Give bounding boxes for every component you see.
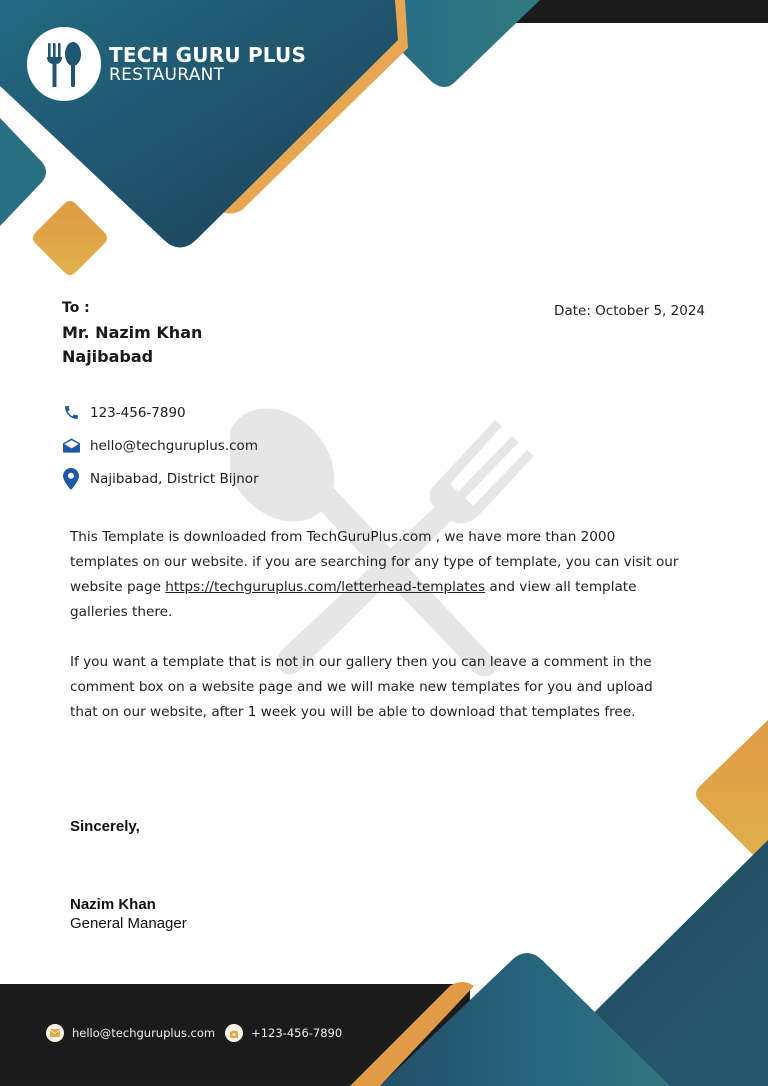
letter-body <box>70 525 680 750</box>
footer-phone-icon <box>225 1024 243 1042</box>
footer-email <box>46 1024 215 1042</box>
contact-email-text: hello@techguruplus.com <box>90 437 258 454</box>
brand-logo <box>27 27 306 101</box>
brand-name: TECH GURU PLUS <box>109 42 307 67</box>
recipient-name: Mr. Nazim Khan <box>62 323 203 342</box>
brand-subtitle: RESTAURANT <box>109 64 225 85</box>
location-pin-icon <box>62 469 80 489</box>
recipient-block <box>62 300 202 366</box>
signer-title: General Manager <box>70 915 187 932</box>
contact-phone <box>62 396 259 429</box>
email-icon <box>62 436 80 456</box>
closing-salutation: Sincerely, <box>70 818 140 835</box>
footer-phone-text: +123-456-7890 <box>251 1026 343 1040</box>
letterhead-templates-link[interactable]: https://techguruplus.com/letterhead-templates <box>165 579 486 595</box>
footer-email-text: hello@techguruplus.com <box>72 1026 216 1040</box>
phone-icon <box>62 403 80 423</box>
logo-badge <box>27 27 101 101</box>
signer-name: Nazim Khan <box>70 896 156 913</box>
recipient-city: Najibabad <box>62 347 154 366</box>
fork-spoon-icon <box>40 39 88 89</box>
contact-address-text: Najibabad, District Bijnor <box>90 470 259 487</box>
contact-address <box>62 462 259 495</box>
body-paragraph-2: If you want a template that is not in our gallery then you can leave a comment in the comment box on a website page and we will make new templates for you and upload that on our website, after 1 week you will be able to download that templates free. <box>70 654 653 720</box>
contact-email <box>62 429 259 462</box>
recipient-label: To : <box>62 300 90 316</box>
footer-phone <box>225 1024 342 1042</box>
contact-phone-text: 123-456-7890 <box>90 404 186 421</box>
letter-date: Date: October 5, 2024 <box>554 303 705 319</box>
contact-list <box>62 396 259 495</box>
signer-block <box>70 896 187 932</box>
footer-contact <box>46 1024 352 1042</box>
body-paragraph-1: This Template is downloaded from TechGuruPlus.com , we have more than 2000 templates on our website. if you are searching for any type of template, you can visit our website page https://techguruplus.com/letterhead-templates and view all template galleries there. <box>70 529 679 620</box>
footer-email-icon <box>46 1024 64 1042</box>
